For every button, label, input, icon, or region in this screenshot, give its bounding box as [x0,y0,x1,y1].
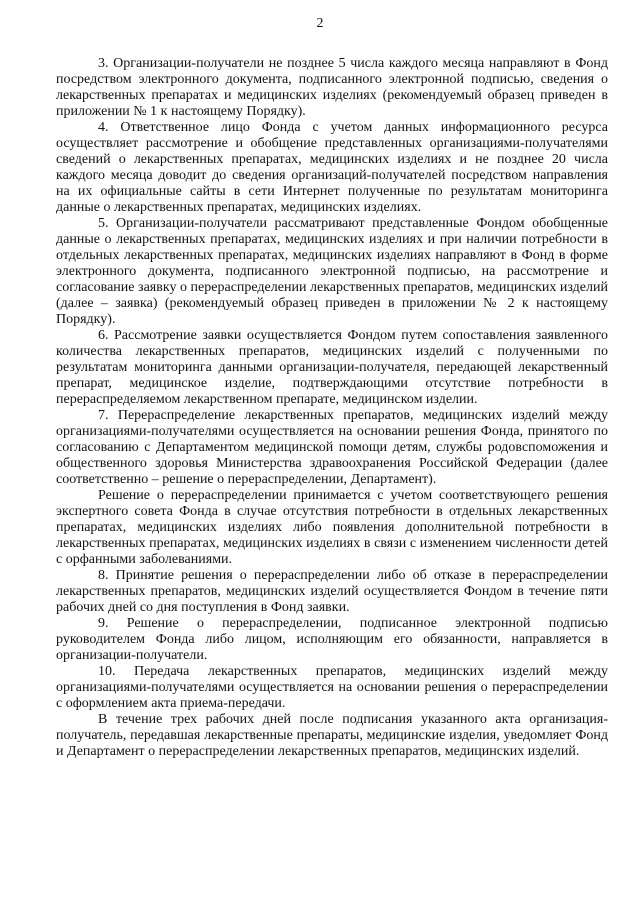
paragraph-6: 6. Рассмотрение заявки осуществляется Фондом путем сопоставления заявленного количества лекарственных препаратов, медицинских изделий с полученными по результатам мониторинга данными организации-получателя, передающей лекарственный препарат, медицинское изделие, подтверждающими отсутствие потребности в перераспределяемом лекарственном препарате, медицинском изделии. [56,328,608,407]
paragraph-10: 10. Передача лекарственных препаратов, медицинских изделий между организациями-получателями осуществляется на основании решения о перераспределении с оформлением акта приема-передачи. [56,664,608,711]
paragraph-3: 3. Организации-получатели не позднее 5 числа каждого месяца направляют в Фонд посредством электронного документа, подписанного электронной подписью, сведения о лекарственных препаратах и медицинских изделиях (рекомендуемый образец приведен в приложении № 1 к настоящему Порядку). [56,56,608,119]
paragraph-5: 5. Организации-получатели рассматривают представленные Фондом обобщенные данные о лекарственных препаратах, медицинских изделиях и при наличии потребности в отдельных лекарственных препаратах, медицинских изделиях направляют в Фонд в форме электронного документа, подписанного электронной подписью, на рассмотрение и согласование заявку о перераспределении лекарственных препаратов, медицинских изделий (далее – заявка) (рекомендуемый образец приведен в приложении № 2 к настоящему Порядку). [56,216,608,327]
paragraph-8: 8. Принятие решения о перераспределении либо об отказе в перераспределении лекарственных препаратов, медицинских изделий осуществляется Фондом в течение пяти рабочих дней со дня поступления в Фонд заявки. [56,568,608,615]
paragraph-10-continued: В течение трех рабочих дней после подписания указанного акта организация-получатель, передавшая лекарственные препараты, медицинские изделия, уведомляет Фонд и Департамент о перераспределении лекарственных препаратов, медицинских изделий. [56,712,608,759]
paragraph-4: 4. Ответственное лицо Фонда с учетом данных информационного ресурса осуществляет рассмотрение и обобщение представленных организациями-получателями сведений о лекарственных препаратах, медицинских изделиях и не позднее 20 числа каждого месяца доводит до сведения организаций-получателей посредством направления на их официальные сайты в сети Интернет полученные по результатам мониторинга данные о лекарственных препаратах, медицинских изделиях. [56,120,608,215]
paragraph-7: 7. Перераспределение лекарственных препаратов, медицинских изделий между организациями-получателями осуществляется на основании решения Фонда, принятого по согласованию с Департаментом медицинской помощи детям, службы родовспоможения и общественного здоровья Министерства здравоохранения Российской Федерации (далее соответственно – решение о перераспределении, Департамент). [56,408,608,487]
page-number: 2 [316,16,324,31]
paragraph-9: 9. Решение о перераспределении, подписанное электронной подписью руководителем Фонда либо лицом, исполняющим его обязанности, направляется в организации-получатели. [56,616,608,663]
paragraph-7-continued: Решение о перераспределении принимается с учетом соответствующего решения экспертного совета Фонда в случае отсутствия потребности в отдельных лекарственных препаратах, медицинских изделиях либо появления дополнительной потребности в лекарственных препаратах, медицинских изделиях в связи с изменением численности детей с орфанными заболеваниями. [56,488,608,567]
document-body [56,56,608,760]
